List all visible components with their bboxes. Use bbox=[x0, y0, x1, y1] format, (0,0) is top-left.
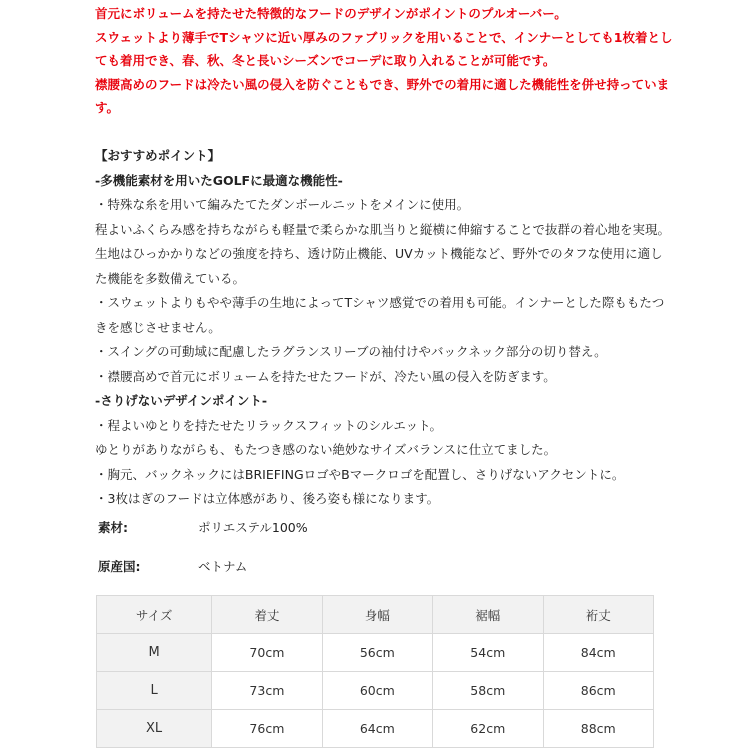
table-cell: 70cm bbox=[212, 634, 322, 672]
section1-line: 生地はひっかかりなどの強度を持ち、透け防止機能、UVカット機能など、野外でのタフな使用に適した機能を多数備えている。 bbox=[95, 246, 663, 286]
table-cell: 84cm bbox=[543, 634, 654, 672]
header-hem: 裾幅 bbox=[433, 596, 543, 634]
size-label: XL bbox=[97, 710, 212, 748]
header-chest: 身幅 bbox=[322, 596, 432, 634]
material-value: ポリエステル100% bbox=[198, 520, 308, 535]
section1-line: ・スウェットよりもやや薄手の生地によってTシャツ感覚での着用も可能。インナーとした際ももたつきを感じさせません。 bbox=[95, 295, 665, 335]
material-label: 素材: bbox=[98, 520, 128, 535]
table-cell: 64cm bbox=[322, 710, 432, 748]
recommend-heading: 【おすすめポイント】 bbox=[95, 148, 221, 163]
size-table bbox=[96, 595, 654, 748]
table-header-row bbox=[97, 596, 654, 634]
table-row bbox=[97, 710, 654, 748]
header-length: 着丈 bbox=[212, 596, 322, 634]
table-cell: 58cm bbox=[433, 672, 543, 710]
header-size: サイズ bbox=[97, 596, 212, 634]
table-cell: 56cm bbox=[322, 634, 432, 672]
origin-label: 原産国: bbox=[98, 559, 141, 574]
recommend-section bbox=[95, 144, 675, 512]
size-label: L bbox=[97, 672, 212, 710]
section1-title: -多機能素材を用いたGOLFに最適な機能性- bbox=[95, 172, 343, 188]
table-cell: 88cm bbox=[543, 710, 654, 748]
section2-line: ・3枚はぎのフードは立体感があり、後ろ姿も様になります。 bbox=[95, 491, 440, 506]
section1-line: ・特殊な糸を用いて編みたてたダンボールニットをメインに使用。 bbox=[95, 197, 470, 212]
intro-text bbox=[95, 2, 675, 120]
section2-line: ・程よいゆとりを持たせたリラックスフィットのシルエット。 bbox=[95, 417, 442, 433]
table-row bbox=[97, 634, 654, 672]
section1-line: ・スイングの可動域に配慮したラグランスリーブの袖付けやバックネック部分の切り替え。 bbox=[95, 344, 607, 359]
table-cell: 54cm bbox=[433, 634, 543, 672]
section2-title: -さりげないデザインポイント- bbox=[95, 393, 268, 408]
intro-line: 首元にボリュームを持たせた特徴的なフードのデザインがポイントのプルオーバー。 bbox=[95, 6, 567, 21]
table-cell: 73cm bbox=[212, 672, 322, 710]
header-sleeve: 裄丈 bbox=[543, 596, 654, 634]
intro-line: 襟腰高めのフードは冷たい風の侵入を防ぐこともでき、野外での着用に適した機能性を併せ持っています。 bbox=[95, 76, 670, 115]
table-row bbox=[97, 672, 654, 710]
section1-line: 程よいふくらみ感を持ちながらも軽量で柔らかな肌当りと縦横に伸縮することで抜群の着心地を実現。 bbox=[95, 221, 671, 237]
origin-value: ベトナム bbox=[198, 559, 248, 574]
section1-line: ・襟腰高めで首元にボリュームを持たせたフードが、冷たい風の侵入を防ぎます。 bbox=[95, 368, 556, 384]
table-cell: 62cm bbox=[433, 710, 543, 748]
table-cell: 86cm bbox=[543, 672, 654, 710]
size-label: M bbox=[97, 634, 212, 672]
table-cell: 60cm bbox=[322, 672, 432, 710]
table-cell: 76cm bbox=[212, 710, 322, 748]
section2-line: ゆとりがありながらも、もたつき感のない絶妙なサイズバランスに仕立てました。 bbox=[95, 442, 557, 457]
section2-line: ・胸元、バックネックにはBRIEFINGロゴやBマークロゴを配置し、さりげないアクセントに。 bbox=[95, 466, 625, 482]
intro-line: スウェットより薄手でTシャツに近い厚みのファブリックを用いることで、インナーとしても1枚着としても着用でき、春、秋、冬と長いシーズンでコーデに取り入れることが可能です。 bbox=[95, 29, 673, 68]
